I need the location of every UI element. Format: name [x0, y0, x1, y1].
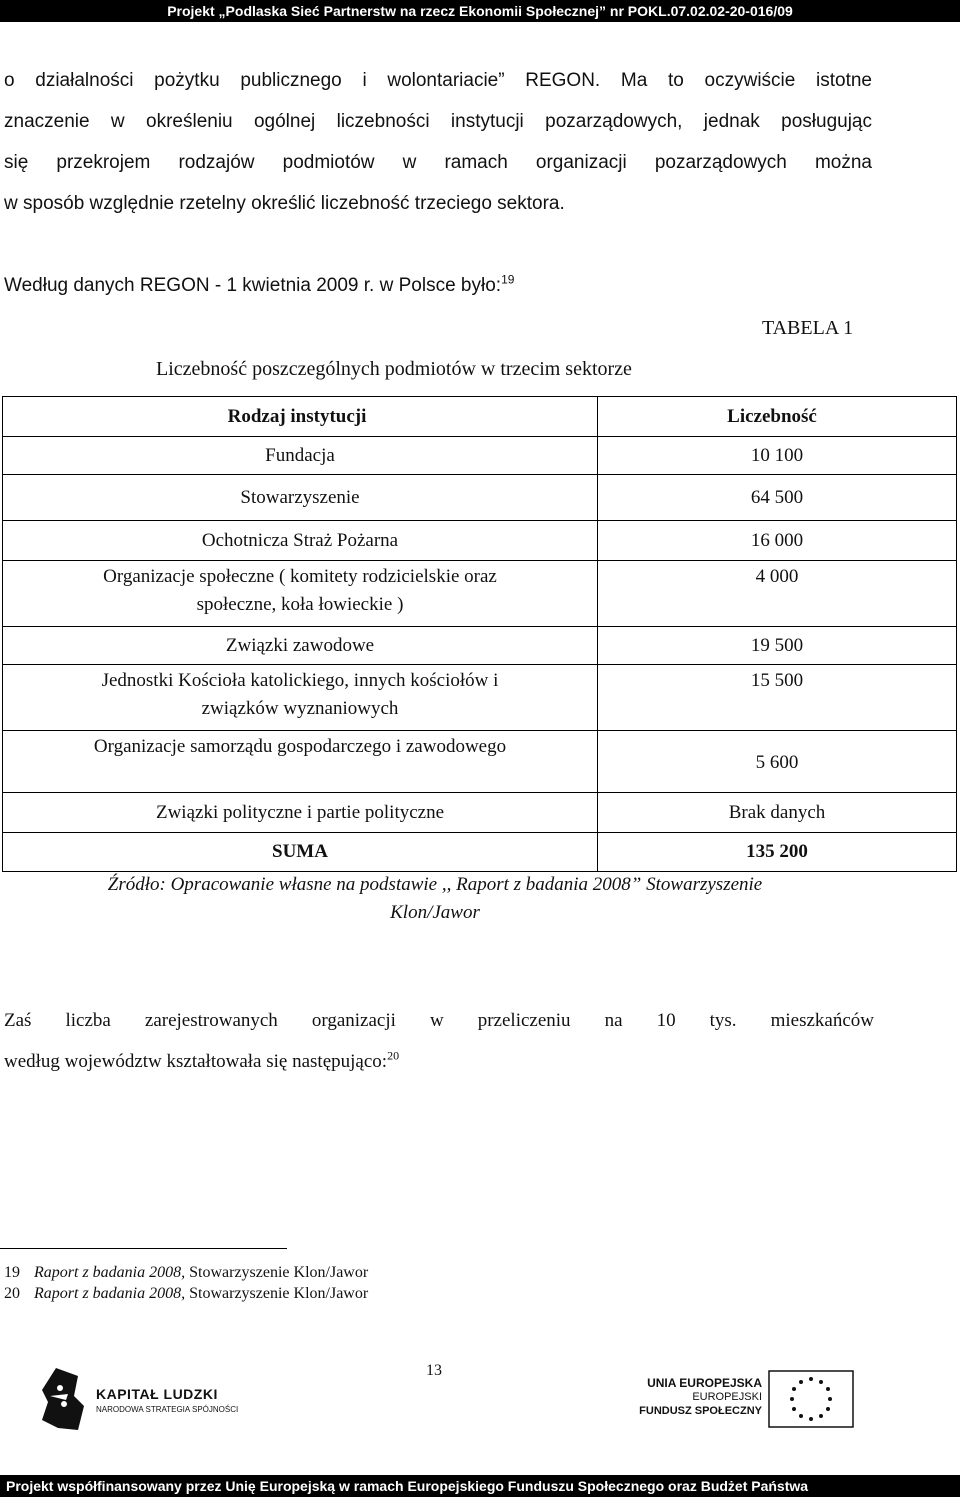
second-line-1: Zaś liczba zarejestrowanych organizacji w przeliczeniu na 10 tys. mieszkańców	[4, 1010, 874, 1031]
eu-line1: UNIA EUROPEJSKA	[647, 1376, 762, 1390]
footnote-rest: Stowarzyszenie Klon/Jawor	[185, 1285, 369, 1302]
footnote-italic: Raport z badania 2008,	[34, 1285, 186, 1302]
footnote-ref-19: 19	[501, 272, 515, 287]
footnote-20	[4, 1285, 368, 1303]
footnote-divider	[0, 1248, 287, 1249]
table-sum-row	[3, 833, 957, 872]
eu-line3: FUNDUSZ SPOŁECZNY	[639, 1405, 762, 1417]
table-body	[3, 437, 957, 872]
source-caption-line2: Klon/Jawor	[390, 902, 480, 923]
footnote-rest: Stowarzyszenie Klon/Jawor	[185, 1264, 369, 1281]
cell-count: 5 600	[598, 731, 957, 793]
kl-subtitle: NARODOWA STRATEGIA SPÓJNOŚCI	[96, 1405, 239, 1414]
table-title: Liczebność poszczególnych podmiotów w trzecim sektorze	[156, 358, 632, 380]
cell-type: Organizacje społeczne ( komitety rodzicielskie oraz społeczne, koła łowieckie )	[3, 561, 598, 627]
cell-type: Związki zawodowe	[3, 627, 598, 665]
table-row	[3, 627, 957, 665]
footnote-number: 19	[4, 1264, 20, 1281]
footnote-ref-20: 20	[387, 1048, 400, 1063]
table-row	[3, 437, 957, 475]
cell-type: Stowarzyszenie	[3, 475, 598, 521]
cell-type: Fundacja	[3, 437, 598, 475]
cell-count: 15 500	[598, 665, 957, 731]
table-row	[3, 561, 957, 627]
source-caption	[0, 871, 870, 927]
cell-type: Związki polityczne i partie polityczne	[3, 793, 598, 833]
cell-count: 16 000	[598, 521, 957, 561]
kapital-ludzki-logo	[38, 1366, 258, 1434]
regon-text: Według danych REGON - 1 kwietnia 2009 r. w Polsce było:	[4, 275, 502, 296]
eu-logo	[639, 1370, 856, 1428]
cell-count: Brak danych	[598, 793, 957, 833]
footnote-italic: Raport z badania 2008,	[34, 1264, 186, 1281]
intro-line-4: w sposób względnie rzetelny określić liczebność trzeciego sektora.	[4, 193, 565, 214]
eu-text	[639, 1376, 762, 1418]
regon-line	[4, 272, 515, 297]
table-row	[3, 475, 957, 521]
intro-line-2: znaczenie w określeniu ogólnej liczebności instytucji pozarządowych, jednak posługując	[4, 111, 872, 132]
sum-label: SUMA	[3, 833, 598, 872]
cell-count: 10 100	[598, 437, 957, 475]
source-caption-line1: Źródło: Opracowanie własne na podstawie ,, Raport z badania 2008” Stowarzyszenie	[107, 874, 763, 895]
cell-type: Jednostki Kościoła katolickiego, innych kościołów i związków wyznaniowych	[3, 665, 598, 731]
intro-line-1: o działalności pożytku publicznego i wolontariacie” REGON. Ma to oczywiście istotne	[4, 70, 872, 91]
kl-title: KAPITAŁ LUDZKI	[96, 1386, 218, 1402]
footnote-number: 20	[4, 1285, 20, 1302]
eu-flag-icon	[768, 1370, 854, 1428]
table-row	[3, 521, 957, 561]
sum-value: 135 200	[598, 833, 957, 872]
cell-type: Organizacje samorządu gospodarczego i zawodowego	[3, 731, 598, 793]
table-row	[3, 731, 957, 793]
eu-line2: EUROPEJSKI	[692, 1391, 762, 1403]
cell-count: 19 500	[598, 627, 957, 665]
second-line-2-text: według województw kształtowała się następująco:	[4, 1051, 388, 1072]
table-row	[3, 793, 957, 833]
intro-paragraph	[4, 60, 872, 224]
cell-type: Ochotnicza Straż Pożarna	[3, 521, 598, 561]
table-row	[3, 665, 957, 731]
page-number: 13	[426, 1362, 442, 1379]
cell-count: 64 500	[598, 475, 957, 521]
kapital-ludzki-emblem-icon	[38, 1366, 88, 1432]
intro-line-3: się przekrojem rodzajów podmiotów w ramach organizacji pozarządowych można	[4, 152, 872, 173]
institutions-table	[2, 396, 957, 872]
cell-count: 4 000	[598, 561, 957, 627]
second-paragraph	[4, 1000, 874, 1082]
page-header: Projekt „Podlaska Sieć Partnerstw na rzecz Ekonomii Społecznej” nr POKL.07.02.02-20-016/09	[0, 0, 960, 22]
second-line-2	[4, 1041, 874, 1082]
table-label: TABELA 1	[762, 317, 854, 339]
page-footer: Projekt współfinansowany przez Unię Europejską w ramach Europejskiego Funduszu Społecznego oraz Budżet Państwa	[0, 1475, 960, 1497]
col-header-type: Rodzaj instytucji	[3, 397, 598, 437]
col-header-count: Liczebność	[598, 397, 957, 437]
footnote-19	[4, 1264, 368, 1282]
